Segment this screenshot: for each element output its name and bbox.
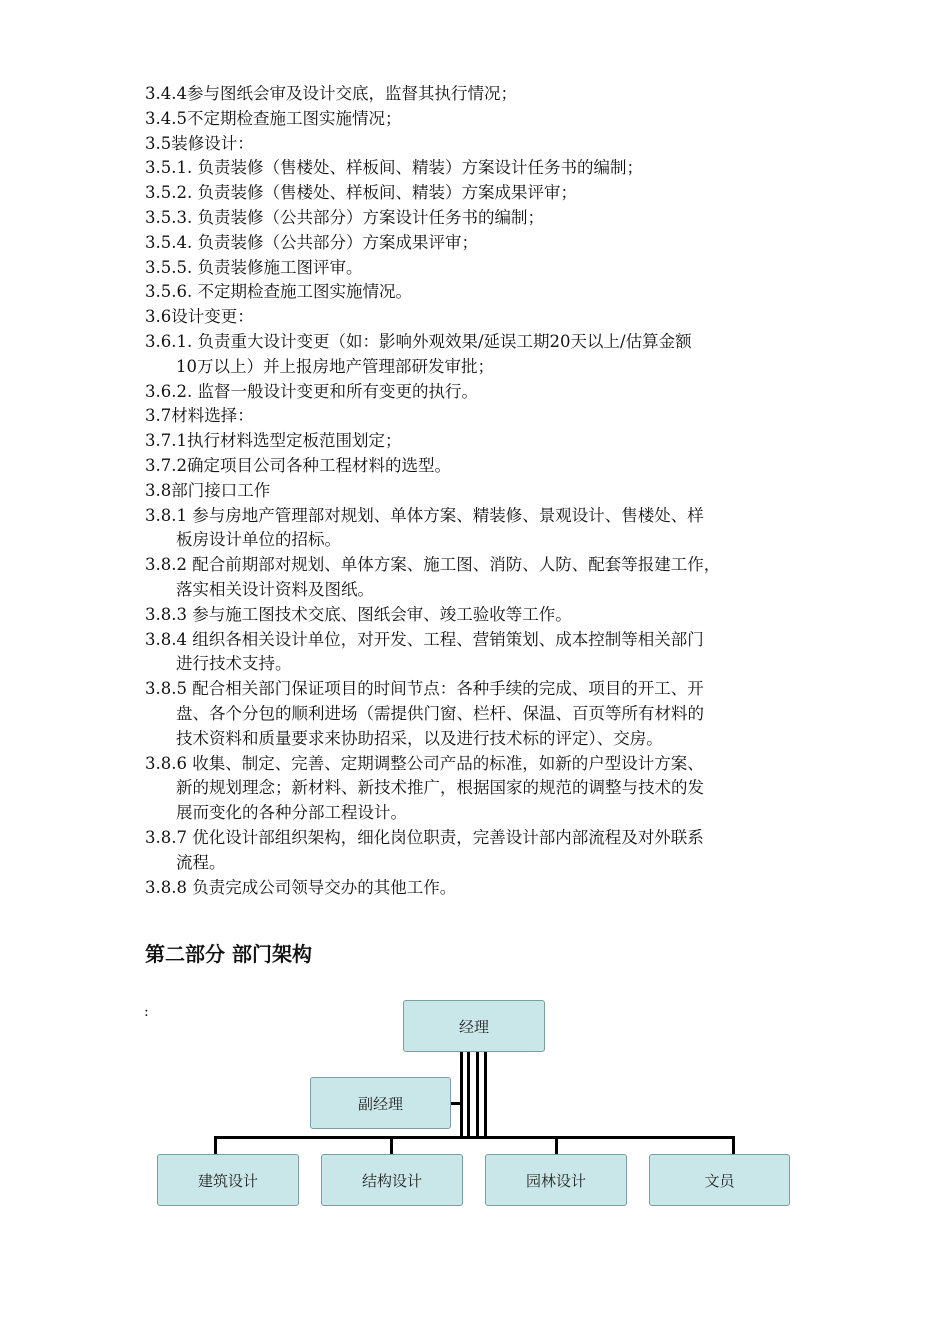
connector-drop-3 <box>555 1136 558 1155</box>
connector-deputy <box>450 1102 462 1105</box>
org-box-structure: 结构设计 <box>321 1154 463 1206</box>
text-line: 3.6.2. 监督一般设计变更和所有变更的执行。 <box>145 381 478 401</box>
section-heading: 第二部分 部门架构 <box>145 942 312 966</box>
connector-trunk-3 <box>476 1051 479 1139</box>
text-line: 技术资料和质量要求来协助招采，以及进行技术标的评定）、交房。 <box>176 728 663 748</box>
text-line: 3.5.4. 负责装修（公共部分）方案成果评审； <box>145 232 478 252</box>
text-line: 3.5装修设计： <box>145 133 254 153</box>
text-line: 3.4.5不定期检查施工图实施情况； <box>145 108 402 128</box>
text-line: 3.8.2 配合前期部对规划、单体方案、施工图、消防、人防、配套等报建工作， <box>145 555 721 575</box>
text-line: 3.6设计变更： <box>145 307 254 327</box>
text-line: 3.8.3 参与施工图技术交底、图纸会审、竣工验收等工作。 <box>145 604 572 624</box>
text-line: 3.5.2. 负责装修（售楼处、样板间、精装）方案成果评审； <box>145 183 577 203</box>
text-line: 3.7.1执行材料选型定板范围划定； <box>145 431 402 451</box>
text-line: 落实相关设计资料及图纸。 <box>176 579 374 599</box>
text-line: 3.8.7 优化设计部组织架构，细化岗位职责，完善设计部内部流程及对外联系 <box>145 827 704 847</box>
org-box-landscape: 园林设计 <box>485 1154 627 1206</box>
connector-horizontal <box>214 1136 735 1139</box>
text-line: 3.8.5 配合相关部门保证项目的时间节点：各种手续的完成、项目的开工、开 <box>145 679 704 699</box>
responsibility-list <box>145 82 845 900</box>
org-box-deputy: 副经理 <box>310 1077 451 1129</box>
text-line: 3.5.6. 不定期检查施工图实施情况。 <box>145 282 412 302</box>
text-line: 3.8.1 参与房地产管理部对规划、单体方案、精装修、景观设计、售楼处、样 <box>145 505 704 525</box>
org-box-manager: 经理 <box>403 1000 545 1052</box>
connector-trunk-4 <box>484 1051 487 1139</box>
text-line: 3.8.4 组织各相关设计单位，对开发、工程、营销策划、成本控制等相关部门 <box>145 629 704 649</box>
text-line: 流程。 <box>176 852 226 872</box>
text-line: 3.7材料选择： <box>145 406 254 426</box>
text-line: 3.6.1. 负责重大设计变更（如：影响外观效果/延误工期20天以上/估算金额 <box>145 331 692 351</box>
org-box-architecture: 建筑设计 <box>157 1154 299 1206</box>
text-line: 3.5.5. 负责装修施工图评审。 <box>145 257 363 277</box>
text-line: 3.8.6 收集、制定、完善、定期调整公司产品的标准，如新的户型设计方案、 <box>145 753 704 773</box>
text-line: 3.8.8 负责完成公司领导交办的其他工作。 <box>145 877 457 897</box>
connector-drop-4 <box>732 1136 735 1155</box>
text-line: 3.5.3. 负责装修（公共部分）方案设计任务书的编制； <box>145 207 544 227</box>
connector-drop-2 <box>390 1136 393 1155</box>
text-line: 展而变化的各种分部工程设计。 <box>176 803 407 823</box>
text-line: 10万以上）并上报房地产管理部研发审批； <box>176 356 494 376</box>
org-box-clerk: 文员 <box>649 1154 790 1206</box>
text-line: 3.4.4参与图纸会审及设计交底，监督其执行情况； <box>145 84 517 103</box>
text-line: 进行技术支持。 <box>176 654 292 674</box>
connector-trunk-2 <box>467 1051 470 1139</box>
text-line: 3.7.2确定项目公司各种工程材料的选型。 <box>145 455 451 475</box>
connector-drop-1 <box>214 1136 217 1155</box>
text-line: 3.8部门接口工作 <box>145 480 271 500</box>
text-line: 板房设计单位的招标。 <box>176 530 341 550</box>
colon-mark: : <box>144 1004 149 1020</box>
text-line: 盘、各个分包的顺利进场（需提供门窗、栏杆、保温、百页等所有材料的 <box>176 703 704 723</box>
text-line: 3.5.1. 负责装修（售楼处、样板间、精装）方案设计任务书的编制； <box>145 158 643 178</box>
connector-trunk-1 <box>460 1051 463 1139</box>
text-line: 新的规划理念；新材料、新技术推广，根据国家的规范的调整与技术的发 <box>176 778 704 798</box>
